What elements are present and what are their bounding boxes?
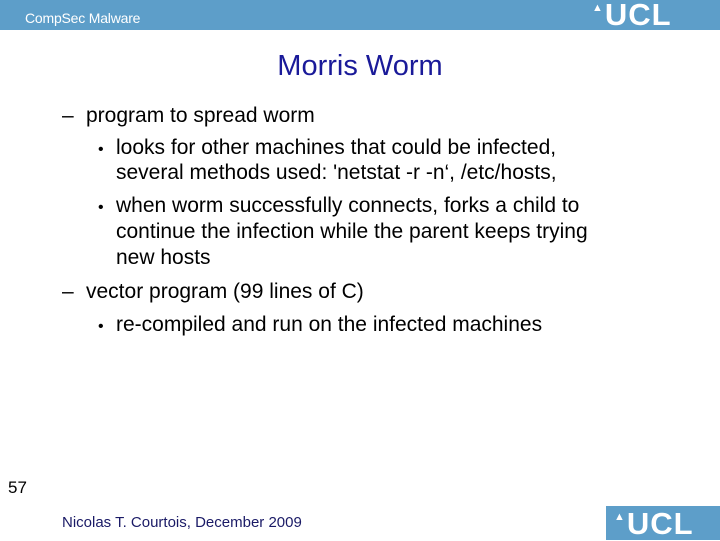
ucl-logo-text: UCL <box>626 506 694 541</box>
ucl-portico-icon: ▲ <box>592 2 603 14</box>
ucl-logo-text: UCL <box>604 0 672 32</box>
list-item-text: looks for other machines that could be infected, <box>116 136 557 159</box>
ucl-portico-icon: ▲ <box>614 511 625 523</box>
dash-marker: – <box>62 104 74 127</box>
footer-author-date: Nicolas T. Courtois, December 2009 <box>62 514 302 531</box>
dash-marker: – <box>62 280 74 303</box>
list-item-continuation: continue the infection while the parent keeps trying <box>116 220 588 243</box>
list-item-continuation: new hosts <box>116 246 211 269</box>
list-item-continuation: several methods used: 'netstat -r -n‘, /etc/hosts, <box>116 161 557 184</box>
page-number: 57 <box>8 478 27 497</box>
bullet-marker: • <box>98 141 104 158</box>
list-item-text: when worm successfully connects, forks a child to <box>116 194 580 217</box>
ucl-logo-footer <box>606 506 720 540</box>
list-item-text: re-compiled and run on the infected machines <box>116 313 543 336</box>
slide-title: Morris Worm <box>277 50 443 82</box>
list-item-text: program to spread worm <box>86 104 315 127</box>
bullet-marker: • <box>98 318 104 335</box>
header-title: CompSec Malware <box>25 10 141 26</box>
ucl-logo-header <box>592 0 672 30</box>
list-item-text: vector program (99 lines of C) <box>86 280 364 303</box>
bullet-marker: • <box>98 199 104 216</box>
